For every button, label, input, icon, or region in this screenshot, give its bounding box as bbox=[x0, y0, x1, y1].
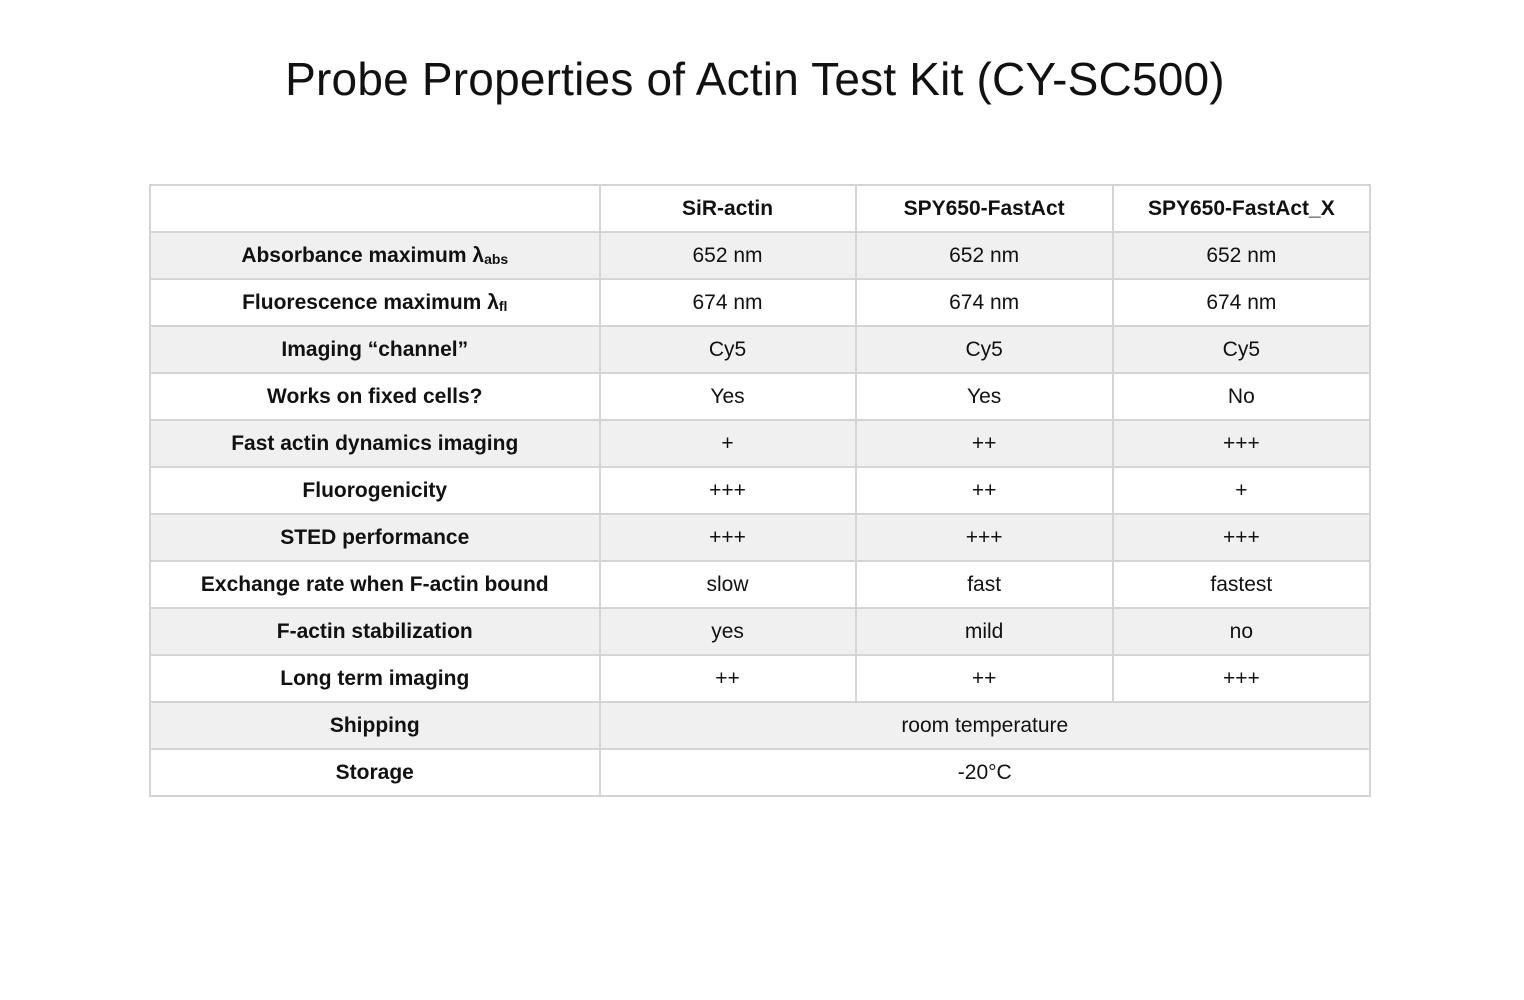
cell: +++ bbox=[1113, 655, 1370, 702]
probe-properties-table bbox=[149, 184, 1371, 797]
cell: 652 nm bbox=[1113, 232, 1370, 279]
cell: fast bbox=[856, 561, 1113, 608]
cell: Yes bbox=[600, 373, 856, 420]
cell: +++ bbox=[1113, 420, 1370, 467]
table-row bbox=[150, 608, 1370, 655]
table-row bbox=[150, 561, 1370, 608]
page-title-text: Probe Properties of Actin Test Kit (CY-SC500) bbox=[285, 53, 1225, 105]
row-label-imaging-channel: Imaging “channel” bbox=[150, 326, 600, 373]
table-row bbox=[150, 702, 1370, 749]
label-text: Fluorescence maximum λ bbox=[242, 290, 499, 314]
header-spy650-fastact-x: SPY650-FastAct_X bbox=[1113, 185, 1370, 232]
cell: Yes bbox=[856, 373, 1113, 420]
label-text: Absorbance maximum λ bbox=[241, 243, 485, 267]
row-label-fixed-cells: Works on fixed cells? bbox=[150, 373, 600, 420]
cell: ++ bbox=[600, 655, 856, 702]
label-subscript: fl bbox=[498, 297, 508, 314]
label-subscript: abs bbox=[484, 250, 509, 267]
merged-cell-shipping: room temperature bbox=[600, 702, 1370, 749]
cell: no bbox=[1113, 608, 1370, 655]
row-label-sted: STED performance bbox=[150, 514, 600, 561]
cell: slow bbox=[600, 561, 856, 608]
table-row bbox=[150, 467, 1370, 514]
cell: Cy5 bbox=[600, 326, 856, 373]
cell: ++ bbox=[856, 467, 1113, 514]
header-empty bbox=[150, 185, 600, 232]
cell: fastest bbox=[1113, 561, 1370, 608]
cell: +++ bbox=[1113, 514, 1370, 561]
table-row bbox=[150, 373, 1370, 420]
cell: ++ bbox=[856, 420, 1113, 467]
cell: Cy5 bbox=[1113, 326, 1370, 373]
table-row bbox=[150, 655, 1370, 702]
table-row bbox=[150, 420, 1370, 467]
cell: +++ bbox=[600, 467, 856, 514]
cell: ++ bbox=[856, 655, 1113, 702]
cell: +++ bbox=[600, 514, 856, 561]
cell: mild bbox=[856, 608, 1113, 655]
table-row bbox=[150, 514, 1370, 561]
cell: +++ bbox=[856, 514, 1113, 561]
table-row bbox=[150, 232, 1370, 279]
table-row bbox=[150, 749, 1370, 796]
cell: + bbox=[1113, 467, 1370, 514]
row-label-exchange-rate: Exchange rate when F-actin bound bbox=[150, 561, 600, 608]
row-label-long-term: Long term imaging bbox=[150, 655, 600, 702]
table-header-row bbox=[150, 185, 1370, 232]
row-label-shipping: Shipping bbox=[150, 702, 600, 749]
cell: Cy5 bbox=[856, 326, 1113, 373]
row-label-storage: Storage bbox=[150, 749, 600, 796]
merged-cell-storage: -20°C bbox=[600, 749, 1370, 796]
page-title bbox=[0, 52, 1524, 106]
row-label-stabilization: F-actin stabilization bbox=[150, 608, 600, 655]
table-row bbox=[150, 326, 1370, 373]
header-sir-actin: SiR-actin bbox=[600, 185, 856, 232]
cell: 674 nm bbox=[600, 279, 856, 326]
cell: yes bbox=[600, 608, 856, 655]
cell: 652 nm bbox=[856, 232, 1113, 279]
cell: 674 nm bbox=[856, 279, 1113, 326]
row-label-fluorogenicity: Fluorogenicity bbox=[150, 467, 600, 514]
cell: 652 nm bbox=[600, 232, 856, 279]
row-label-fluorescence bbox=[150, 279, 600, 326]
table-row bbox=[150, 279, 1370, 326]
row-label-absorbance bbox=[150, 232, 600, 279]
cell: No bbox=[1113, 373, 1370, 420]
cell: + bbox=[600, 420, 856, 467]
row-label-fast-dynamics: Fast actin dynamics imaging bbox=[150, 420, 600, 467]
cell: 674 nm bbox=[1113, 279, 1370, 326]
header-spy650-fastact: SPY650-FastAct bbox=[856, 185, 1113, 232]
